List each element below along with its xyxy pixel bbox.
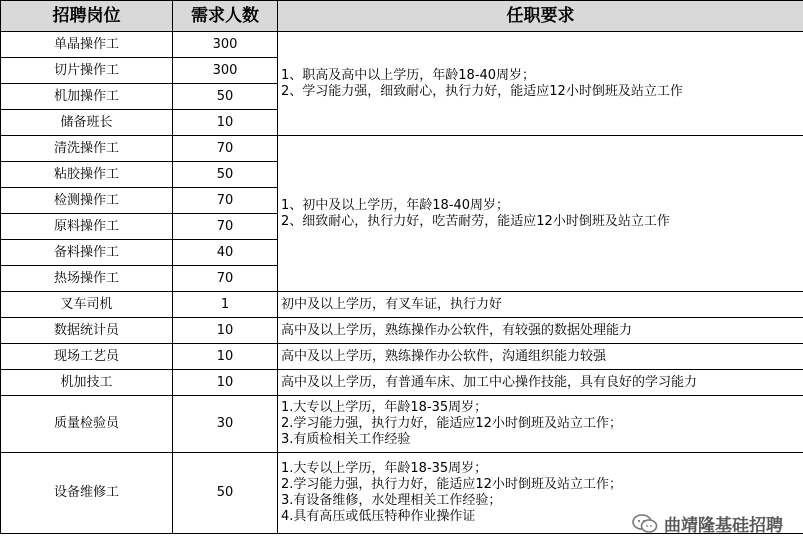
watermark-text: 曲靖隆基硅招聘 bbox=[664, 516, 783, 536]
requirements-cell bbox=[278, 396, 803, 453]
position-cell: 机加技工 bbox=[1, 370, 173, 396]
requirements-cell: 高中及以上学历，熟练操作办公软件，有较强的数据处理能力 bbox=[278, 318, 803, 344]
watermark bbox=[632, 511, 783, 536]
header-count: 需求人数 bbox=[173, 1, 278, 32]
table-row bbox=[1, 396, 803, 453]
table-row bbox=[1, 292, 803, 318]
count-cell: 1 bbox=[173, 292, 278, 318]
count-cell: 70 bbox=[173, 188, 278, 214]
position-cell: 检测操作工 bbox=[1, 188, 173, 214]
position-cell: 备料操作工 bbox=[1, 240, 173, 266]
table-row bbox=[1, 344, 803, 370]
requirement-line: 4.具有高压或低压特种作业操作证 bbox=[281, 509, 476, 524]
requirements-cell bbox=[278, 136, 803, 292]
count-cell: 70 bbox=[173, 266, 278, 292]
header-requirements: 任职要求 bbox=[278, 1, 803, 32]
count-cell: 30 bbox=[173, 396, 278, 453]
count-cell: 300 bbox=[173, 58, 278, 84]
position-cell: 数据统计员 bbox=[1, 318, 173, 344]
position-cell: 储备班长 bbox=[1, 110, 173, 136]
requirement-line: 3.有设备维修，水处理相关工作经验； bbox=[281, 493, 502, 508]
requirement-line: 3.有质检相关工作经验 bbox=[281, 432, 411, 447]
count-cell: 70 bbox=[173, 136, 278, 162]
requirement-line: 1、初中及以上学历，年龄18-40周岁； bbox=[281, 197, 510, 213]
position-cell: 单晶操作工 bbox=[1, 32, 173, 58]
position-cell: 切片操作工 bbox=[1, 58, 173, 84]
count-cell: 50 bbox=[173, 453, 278, 534]
count-cell: 50 bbox=[173, 84, 278, 110]
position-cell: 清洗操作工 bbox=[1, 136, 173, 162]
count-cell: 10 bbox=[173, 370, 278, 396]
table-row bbox=[1, 318, 803, 344]
requirement-line: 2.学习能力强，执行力好，能适应12小时倒班及站立工作； bbox=[281, 416, 622, 431]
position-cell: 原料操作工 bbox=[1, 214, 173, 240]
table-row bbox=[1, 32, 803, 58]
position-cell: 质量检验员 bbox=[1, 396, 173, 453]
table-row bbox=[1, 370, 803, 396]
header-row bbox=[1, 1, 803, 32]
count-cell: 10 bbox=[173, 110, 278, 136]
count-cell: 50 bbox=[173, 162, 278, 188]
count-cell: 10 bbox=[173, 318, 278, 344]
header-position: 招聘岗位 bbox=[1, 1, 173, 32]
count-cell: 10 bbox=[173, 344, 278, 370]
position-cell: 现场工艺员 bbox=[1, 344, 173, 370]
position-cell: 叉车司机 bbox=[1, 292, 173, 318]
table-row bbox=[1, 136, 803, 162]
requirement-line: 1.大专以上学历，年龄18-35周岁； bbox=[281, 400, 488, 415]
count-cell: 70 bbox=[173, 214, 278, 240]
requirements-cell: 初中及以上学历，有叉车证，执行力好 bbox=[278, 292, 803, 318]
position-cell: 设备维修工 bbox=[1, 453, 173, 534]
position-cell: 机加操作工 bbox=[1, 84, 173, 110]
requirements-cell bbox=[278, 32, 803, 136]
count-cell: 40 bbox=[173, 240, 278, 266]
requirement-line: 2、学习能力强，细致耐心，执行力好，能适应12小时倒班及站立工作 bbox=[281, 83, 683, 99]
requirements-cell: 高中及以上学历，熟练操作办公软件，沟通组织能力较强 bbox=[278, 344, 803, 370]
requirement-line: 1.大专以上学历，年龄18-35周岁； bbox=[281, 461, 488, 476]
requirement-line: 2.学习能力强，执行力好，能适应12小时倒班及站立工作； bbox=[281, 477, 622, 492]
position-cell: 热场操作工 bbox=[1, 266, 173, 292]
requirement-line: 2、细致耐心，执行力好，吃苦耐劳，能适应12小时倒班及站立工作 bbox=[281, 213, 670, 229]
position-cell: 粘胶操作工 bbox=[1, 162, 173, 188]
count-cell: 300 bbox=[173, 32, 278, 58]
requirement-line: 1、职高及高中以上学历，年龄18-40周岁； bbox=[281, 67, 536, 83]
requirements-cell: 高中及以上学历，有普通车床、加工中心操作技能，具有良好的学习能力 bbox=[278, 370, 803, 396]
wechat-icon bbox=[632, 514, 658, 534]
